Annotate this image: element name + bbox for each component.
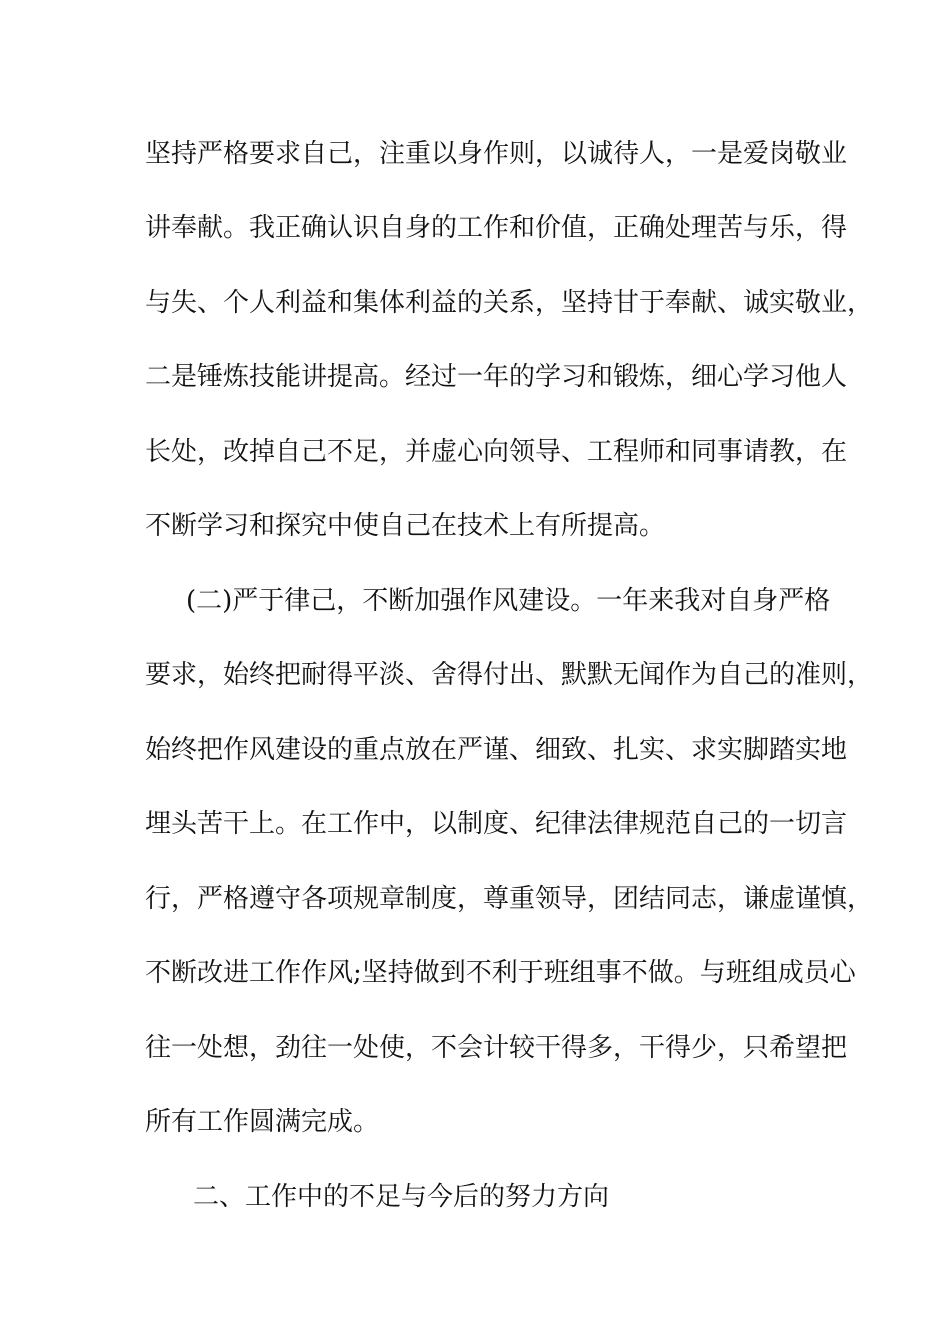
paragraph-line: 长处，改掉自己不足，并虚心向领导、工程师和同事请教，在 [145,437,848,467]
paragraph-line: 所有工作圆满完成。 [145,1107,380,1137]
paragraph-line: 与失、个人利益和集体利益的关系，坚持甘于奉献、诚实敬业， [145,288,874,318]
paragraph-line: 要求，始终把耐得平淡、舍得付出、默默无闻作为自己的准则， [145,660,874,690]
paragraph-line: 不断改进工作作风;坚持做到不利于班组事不做。与班组成员心 [145,958,856,988]
paragraph-line: 往一处想，劲往一处使，不会计较干得多，干得少，只希望把 [145,1033,848,1063]
paragraph-line: 不断学习和探究中使自己在技术上有所提高。 [145,511,666,541]
section-heading: 二、工作中的不足与今后的努力方向 [193,1182,610,1212]
paragraph-line: 二是锤炼技能讲提高。经过一年的学习和锻炼，细心学习他人 [145,362,848,392]
paragraph-line: 坚持严格要求自己，注重以身作则，以诚待人，一是爱岗敬业 [145,139,848,169]
paragraph-line: (二)严于律己，不断加强作风建设。一年来我对自身严格 [186,586,831,616]
paragraph-line: 埋头苦干上。在工作中，以制度、纪律法律规范自己的一切言 [145,809,848,839]
paragraph-line: 始终把作风建设的重点放在严谨、细致、扎实、求实脚踏实地 [145,735,848,765]
paragraph-line: 行，严格遵守各项规章制度，尊重领导，团结同志，谦虚谨慎， [145,884,874,914]
paragraph-line: 讲奉献。我正确认识自身的工作和价值，正确处理苦与乐，得 [145,213,848,243]
